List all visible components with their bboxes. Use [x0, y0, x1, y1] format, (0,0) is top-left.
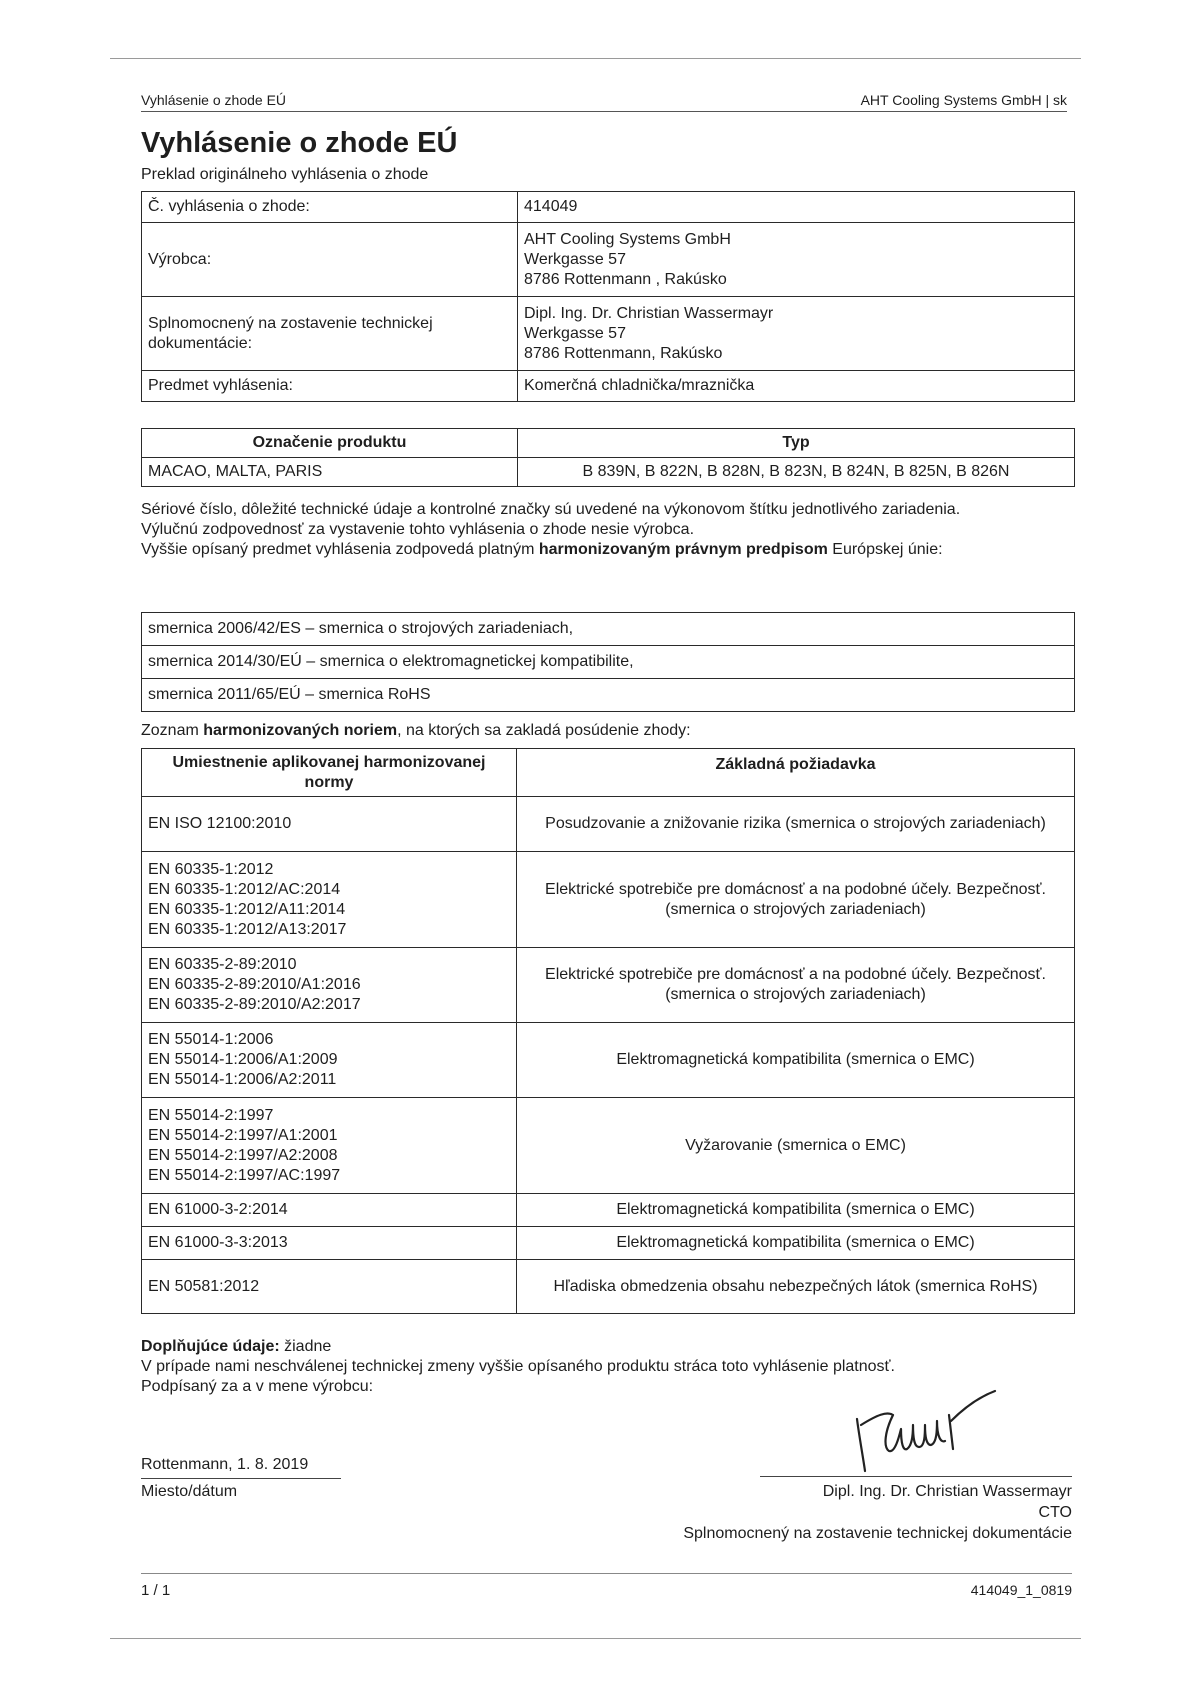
document-id: 414049_1_0819 [970, 1582, 1072, 1598]
info-value: Komerčná chladnička/mraznička [518, 371, 1075, 402]
info-value: 414049 [518, 192, 1075, 223]
signer-function: Splnomocnený na zostavenie technickej dokumentácie [683, 1525, 1072, 1542]
directive-row [142, 646, 1075, 679]
norm-row [142, 948, 1075, 1023]
info-row-authorized [142, 297, 1075, 371]
supplementary-label: Doplňujúce údaje: [141, 1338, 280, 1355]
signed-for-note: Podpísaný za a v mene výrobcu: [141, 1378, 374, 1395]
header-left: Vyhlásenie o zhode EÚ [141, 92, 287, 108]
norm-row [142, 1194, 1075, 1227]
norm-standards: EN 50581:2012 [142, 1260, 517, 1314]
product-designation: MACAO, MALTA, PARIS [142, 458, 518, 487]
page-subtitle: Preklad originálneho vyhlásenia o zhode [141, 166, 429, 183]
norms-header-standard: Umiestnenie aplikovanej harmonizovanej normy [142, 749, 517, 797]
info-label: Predmet vyhlásenia: [142, 371, 518, 402]
norm-requirement: Elektrické spotrebiče pre domácnosť a na podobné účely. Bezpečnosť. (smernica o strojových zariadeniach) [517, 852, 1075, 948]
norm-row [142, 852, 1075, 948]
product-row [142, 458, 1075, 487]
page-title: Vyhlásenie o zhode EÚ [141, 127, 458, 159]
norm-requirement: Elektromagnetická kompatibilita (smernica o EMC) [517, 1023, 1075, 1098]
product-header-type: Typ [518, 429, 1075, 458]
signature-line [760, 1476, 1072, 1477]
header-right: AHT Cooling Systems GmbH | sk [860, 92, 1067, 108]
signer-role: CTO [1038, 1504, 1072, 1521]
norm-standards: EN ISO 12100:2010 [142, 797, 517, 852]
declaration-info-table [141, 191, 1075, 402]
place-date: Rottenmann, 1. 8. 2019 [141, 1456, 309, 1473]
norms-header-requirement: Základná požiadavka [517, 749, 1075, 797]
conformity-note-a: Vyššie opísaný predmet vyhlásenia zodpovedá platným [141, 541, 539, 558]
product-header-designation: Označenie produktu [142, 429, 518, 458]
page-number: 1 / 1 [141, 1582, 171, 1599]
info-row-manufacturer [142, 223, 1075, 297]
norms-table [141, 748, 1075, 1314]
handwritten-signature [855, 1385, 1015, 1477]
norm-row [142, 1023, 1075, 1098]
norm-standards: EN 61000-3-3:2013 [142, 1227, 517, 1260]
norm-standards: EN 60335-1:2012 EN 60335-1:2012/AC:2014 EN 60335-1:2012/A11:2014 EN 60335-1:2012/A13:2017 [142, 852, 517, 948]
header-divider [141, 111, 1067, 112]
info-row-subject [142, 371, 1075, 402]
directive: smernica 2011/65/EÚ – smernica RoHS [142, 679, 1075, 712]
scan-bottom-rule [110, 1638, 1081, 1639]
conformity-note-bold: harmonizovaným právnym predpisom [538, 541, 828, 558]
norm-row [142, 1098, 1075, 1194]
place-date-label: Miesto/dátum [141, 1483, 238, 1500]
norms-intro-bold: harmonizovaných noriem [203, 722, 398, 739]
norm-standards: EN 55014-2:1997 EN 55014-2:1997/A1:2001 EN 55014-2:1997/A2:2008 EN 55014-2:1997/AC:1997 [142, 1098, 517, 1194]
validity-note: V prípade nami neschválenej technickej zmeny vyššie opísaného produktu stráca toto vyhlásenie platnosť. [141, 1358, 895, 1375]
norm-requirement: Vyžarovanie (smernica o EMC) [517, 1098, 1075, 1194]
norm-requirement: Elektrické spotrebiče pre domácnosť a na podobné účely. Bezpečnosť. (smernica o strojových zariadeniach) [517, 948, 1075, 1023]
norm-row [142, 797, 1075, 852]
norms-intro [141, 722, 691, 740]
norm-requirement: Elektromagnetická kompatibilita (smernica o EMC) [517, 1194, 1075, 1227]
scan-top-rule [110, 58, 1081, 59]
directives-table [141, 612, 1075, 712]
norms-intro-c: , na ktorých sa zakladá posúdenie zhody: [397, 722, 691, 739]
place-date-line [141, 1478, 341, 1479]
norms-header [142, 749, 1075, 797]
norm-row [142, 1260, 1075, 1314]
norm-standards: EN 55014-1:2006 EN 55014-1:2006/A1:2009 EN 55014-1:2006/A2:2011 [142, 1023, 517, 1098]
conformity-note-c: Európskej únie: [827, 541, 943, 558]
directive: smernica 2014/30/EÚ – smernica o elektromagnetickej kompatibilite, [142, 646, 1075, 679]
conformity-note [141, 540, 1051, 560]
directive-row [142, 679, 1075, 712]
info-label: Splnomocnený na zostavenie technickej dokumentácie: [142, 297, 518, 371]
responsibility-note: Výlučnú zodpovednosť za vystavenie tohto vyhlásenia o zhode nesie výrobca. [141, 521, 695, 538]
norm-requirement: Elektromagnetická kompatibilita (smernica o EMC) [517, 1227, 1075, 1260]
declaration-text [141, 500, 1051, 560]
info-value: Dipl. Ing. Dr. Christian Wassermayr Werkgasse 57 8786 Rottenmann, Rakúsko [518, 297, 1075, 371]
info-label: Č. vyhlásenia o zhode: [142, 192, 518, 223]
info-value: AHT Cooling Systems GmbH Werkgasse 57 8786 Rottenmann , Rakúsko [518, 223, 1075, 297]
product-types: B 839N, B 822N, B 828N, B 823N, B 824N, B 825N, B 826N [518, 458, 1075, 487]
info-row-number [142, 192, 1075, 223]
norm-requirement: Hľadiska obmedzenia obsahu nebezpečných látok (smernica RoHS) [517, 1260, 1075, 1314]
directive-row [142, 613, 1075, 646]
norm-standards: EN 61000-3-2:2014 [142, 1194, 517, 1227]
norms-intro-a: Zoznam [141, 722, 204, 739]
serial-note: Sériové číslo, dôležité technické údaje a kontrolné značky sú uvedené na výkonovom štítku jednotlivého zariadenia. [141, 501, 961, 518]
footer-divider [141, 1573, 1072, 1574]
norm-standards: EN 60335-2-89:2010 EN 60335-2-89:2010/A1:2016 EN 60335-2-89:2010/A2:2017 [142, 948, 517, 1023]
norm-requirement: Posudzovanie a znižovanie rizika (smernica o strojových zariadeniach) [517, 797, 1075, 852]
info-label: Výrobca: [142, 223, 518, 297]
supplementary-value: žiadne [279, 1338, 332, 1355]
product-table-header [142, 429, 1075, 458]
directive: smernica 2006/42/ES – smernica o strojových zariadeniach, [142, 613, 1075, 646]
norm-row [142, 1227, 1075, 1260]
product-table [141, 428, 1075, 487]
supplementary-line [141, 1337, 1071, 1357]
signer-name: Dipl. Ing. Dr. Christian Wassermayr [822, 1483, 1072, 1500]
signer-block [683, 1481, 1072, 1544]
